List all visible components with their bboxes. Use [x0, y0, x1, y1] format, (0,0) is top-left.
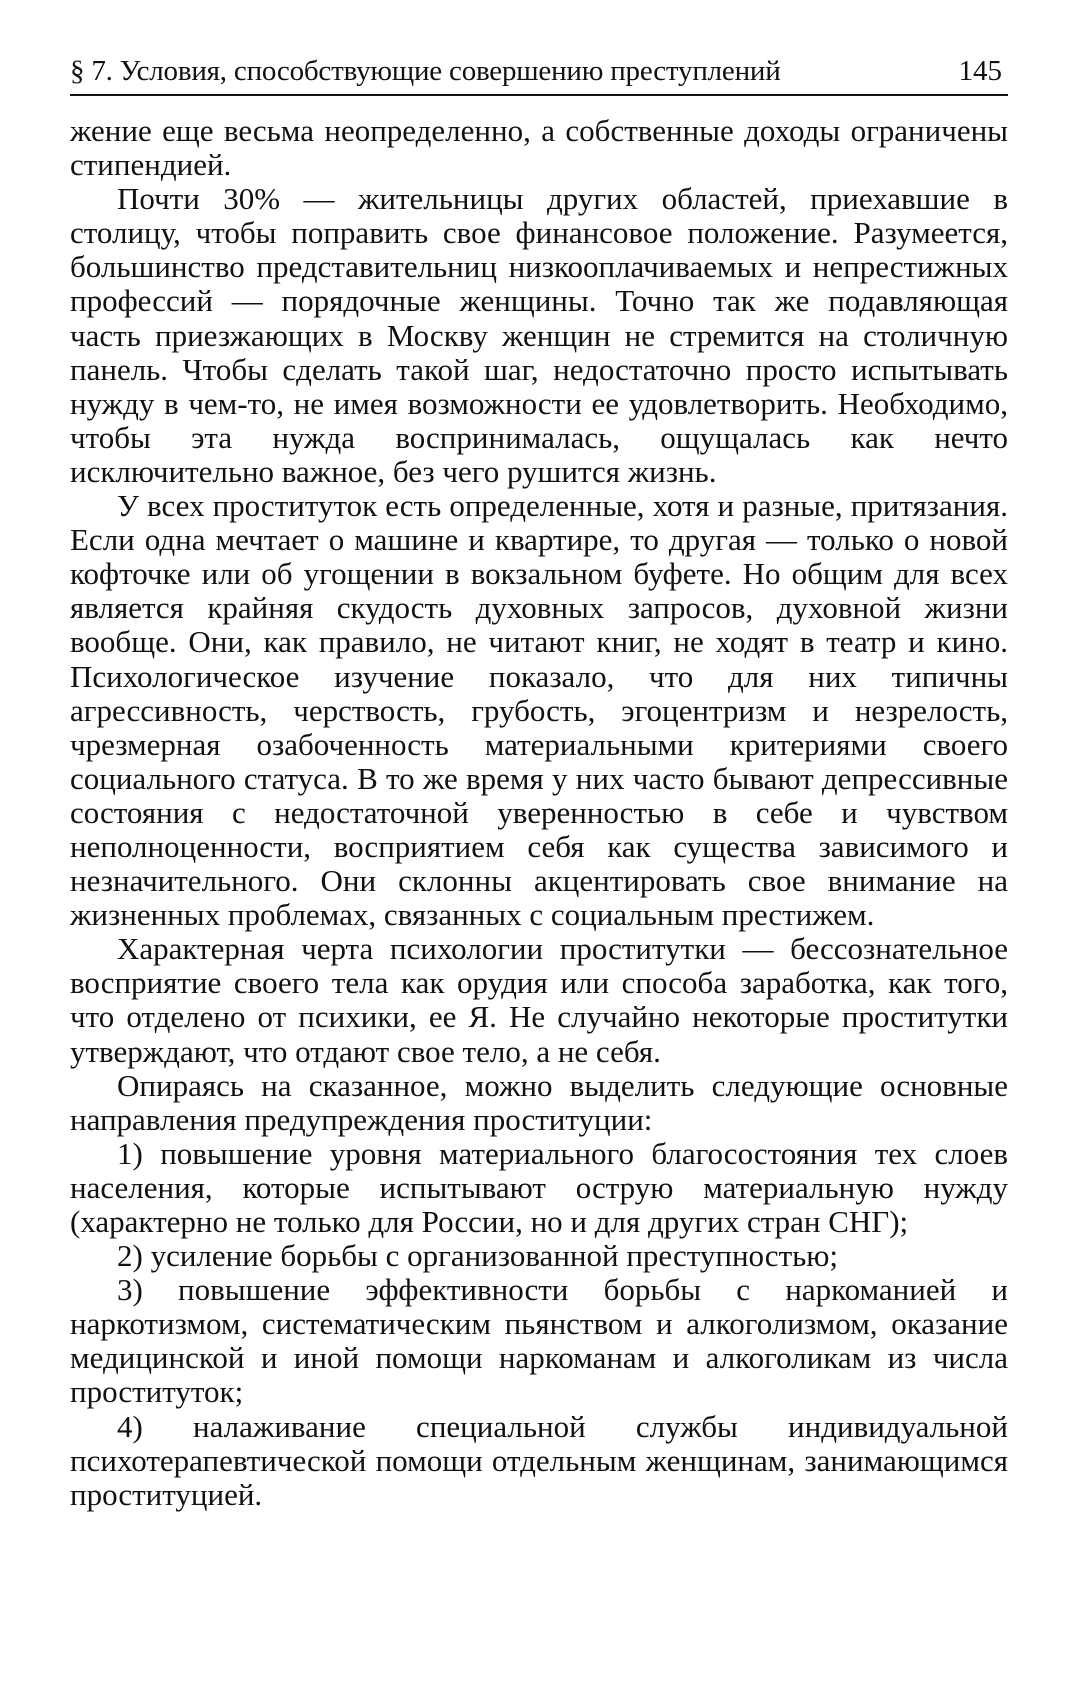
paragraph-continued: жение еще весьма неопределенно, а собственные доходы ограничены стипендией.	[70, 113, 1008, 183]
paragraph: У всех проституток есть определенные, хотя и разные, притязания. Если одна мечтает о машине и квартире, то другая — только о новой кофточке или об угощении в вокзальном буфете. Но общим для всех является крайняя скудость духовных запросов, духовной жизни вообще. Они, как правило, не читают книг, не ходят в театр и кино. Психологическое изучение показало, что для них типичны агрессивность, черствость, грубость, эгоцентризм и незрелость, чрезмерная озабоченность материальными критериями своего социального статуса. В то же время у них часто бывают депрессивные состояния с недостаточной уверенностью в себе и чувством неполноценности, восприятием себя как существа зависимого и незначительного. Они склонны акцентировать свое внимание на жизненных проблемах, связанных с социальным престижем.	[70, 488, 1008, 933]
list-item: 4) налаживание специальной службы индивидуальной психотерапевтической помощи отдельным женщинам, занимающимся проституцией.	[70, 1408, 1008, 1512]
page-number: 145	[958, 55, 1002, 87]
running-head	[70, 52, 1008, 96]
body-text	[70, 114, 1008, 1512]
list-item: 2) усиление борьбы с организованной преступностью;	[117, 1238, 839, 1274]
book-page	[70, 52, 1008, 1512]
list-item: 3) повышение эффективности борьбы с наркоманией и наркотизмом, систематическим пьянством и алкоголизмом, оказание медицинской и иной помощи наркоманам и алкоголикам из числа проституток;	[70, 1272, 1008, 1410]
paragraph: Почти 30% — жительницы других областей, приехавшие в столицу, чтобы поправить свое финансовое положение. Разумеется, большинство представительниц низкооплачиваемых и непрестижных профессий — порядочные женщины. Точно так же подавляющая часть приезжающих в Москву женщин не стремится на столичную панель. Чтобы сделать такой шаг, недостаточно просто испытывать нужду в чем-то, не имея возможности ее удовлетворить. Необходимо, чтобы эта нужда воспринималась, ощущалась как нечто исключительно важное, без чего рушится жизнь.	[70, 181, 1008, 489]
paragraph: Опираясь на сказанное, можно выделить следующие основные направления предупреждения проституции:	[70, 1067, 1008, 1137]
running-title: § 7. Условия, способствующие совершению преступлений	[70, 55, 781, 87]
list-item: 1) повышение уровня материального благосостояния тех слоев населения, которые испытывают острую материальную нужду (характерно не только для России, но и для других стран СНГ);	[70, 1135, 1008, 1239]
paragraph: Характерная черта психологии проститутки — бессознательное восприятие своего тела как орудия или способа заработка, как того, что отделено от психики, ее Я. Не случайно некоторые проститутки утверждают, что отдают свое тело, а не себя.	[70, 931, 1008, 1069]
